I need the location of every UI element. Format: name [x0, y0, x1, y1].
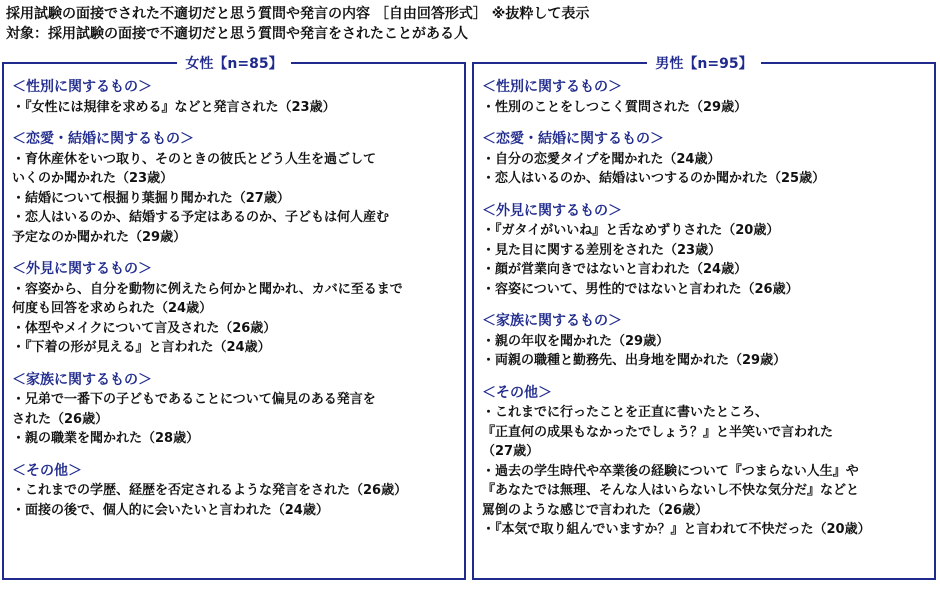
response-line: ・これまでに行ったことを正直に書いたところ、 [482, 405, 769, 420]
response-line: ・見た目に関する差別をされた（23歳） [482, 242, 722, 258]
response-line: 『正直何の成果もなかったでしょう？』と半笑いで言われた [482, 424, 834, 440]
category-section [482, 130, 930, 189]
response-line: ・育休産休をいつ取り、そのときの彼氏とどう人生を過ごして [12, 151, 377, 167]
response-line: ・顔が営業向きではないと言われた（24歳） [482, 262, 748, 277]
response-line: 何度も回答を求められた（24歳） [12, 301, 213, 316]
panel-male [472, 56, 936, 580]
category-section [482, 78, 930, 117]
category-section [482, 312, 930, 371]
response-line: ・容姿について、男性的ではないと言われた（26歳） [482, 281, 799, 297]
response-line: ・恋人はいるのか、結婚はいつするのか聞かれた（25歳） [482, 171, 826, 186]
response-line: ・過去の学生時代や卒業後の経験について『つまらない人生』や [482, 463, 859, 479]
response-line: ・親の年収を聞かれた（29歳） [482, 333, 670, 349]
target-description: 対象：採用試験の面接で不適切だと思う質問や発言をされたことがある人 [6, 26, 468, 42]
panel-body-female [12, 78, 460, 533]
category-section [12, 78, 460, 117]
response-line: （27歳） [482, 444, 540, 459]
category-section [12, 371, 460, 449]
category-section [12, 130, 460, 247]
category-heading: ＜外見に関するもの＞ [482, 202, 622, 219]
response-line: ・『下着の形が見える』と言われた（24歳） [12, 340, 271, 355]
response-line: ・容姿から、自分を動物に例えたら何かと聞かれ、カバに至るまで [12, 281, 403, 297]
response-line: 予定なのか聞かれた（29歳） [12, 229, 187, 245]
panel-title-male: 男性【n=95】 [647, 56, 760, 72]
response-line: いくのか聞かれた（23歳） [12, 171, 174, 186]
category-heading: ＜その他＞ [12, 462, 82, 479]
response-line: ・体型やメイクについて言及された（26歳） [12, 320, 277, 336]
category-heading: ＜性別に関するもの＞ [482, 79, 622, 95]
response-line: ・自分の恋愛タイプを聞かれた（24歳） [482, 151, 721, 167]
category-heading: ＜その他＞ [482, 384, 552, 401]
response-line: 罵倒のような感じで言われた（26歳） [482, 502, 709, 518]
category-heading: ＜性別に関するもの＞ [12, 79, 152, 95]
response-line: 『あなたでは無理、そんな人はいらないし不快な気分だ』などと [482, 483, 860, 498]
response-line: ・性別のことをしつこく質問された（29歳） [482, 99, 748, 115]
response-line: された（26歳） [12, 411, 109, 427]
category-section [482, 202, 930, 300]
category-section [12, 260, 460, 358]
response-line: ・面接の後で、個人的に会いたいと言われた（24歳） [12, 502, 329, 518]
category-heading: ＜家族に関するもの＞ [12, 371, 152, 388]
response-line: ・『本気で取り組んでいますか？』と言われて不快だった（20歳） [482, 522, 871, 537]
category-section [482, 384, 930, 540]
response-line: ・『女性には規律を求める』などと発言された（23歳） [12, 99, 336, 115]
category-heading: ＜外見に関するもの＞ [12, 261, 152, 277]
panel-female [2, 56, 466, 580]
category-heading: ＜恋愛・結婚に関するもの＞ [482, 131, 664, 147]
header [6, 4, 589, 44]
response-line: ・両親の職種と勤務先、出身地を聞かれた（29歳） [482, 353, 787, 368]
response-line: ・親の職業を聞かれた（28歳） [12, 431, 200, 446]
response-line: ・兄弟で一番下の子どもであることについて偏見のある発言を [12, 392, 376, 407]
response-line: ・これまでの学歴、経歴を否定されるような発言をされた（26歳） [12, 483, 408, 498]
category-heading: ＜恋愛・結婚に関するもの＞ [12, 131, 194, 147]
category-heading: ＜家族に関するもの＞ [482, 313, 622, 329]
panel-title-female: 女性【n=85】 [177, 56, 290, 72]
response-line: ・『ガタイがいいね』と舌なめずりされた（20歳） [482, 223, 780, 238]
response-line: ・恋人はいるのか、結婚する予定はあるのか、子どもは何人産む [12, 210, 390, 225]
panel-body-male [482, 78, 930, 553]
page-title: 採用試験の面接でされた不適切だと思う質問や発言の内容 ［自由回答形式］ ※抜粋して表示 [6, 6, 590, 22]
response-line: ・結婚について根掘り葉掘り聞かれた（27歳） [12, 190, 290, 206]
category-section [12, 462, 460, 521]
